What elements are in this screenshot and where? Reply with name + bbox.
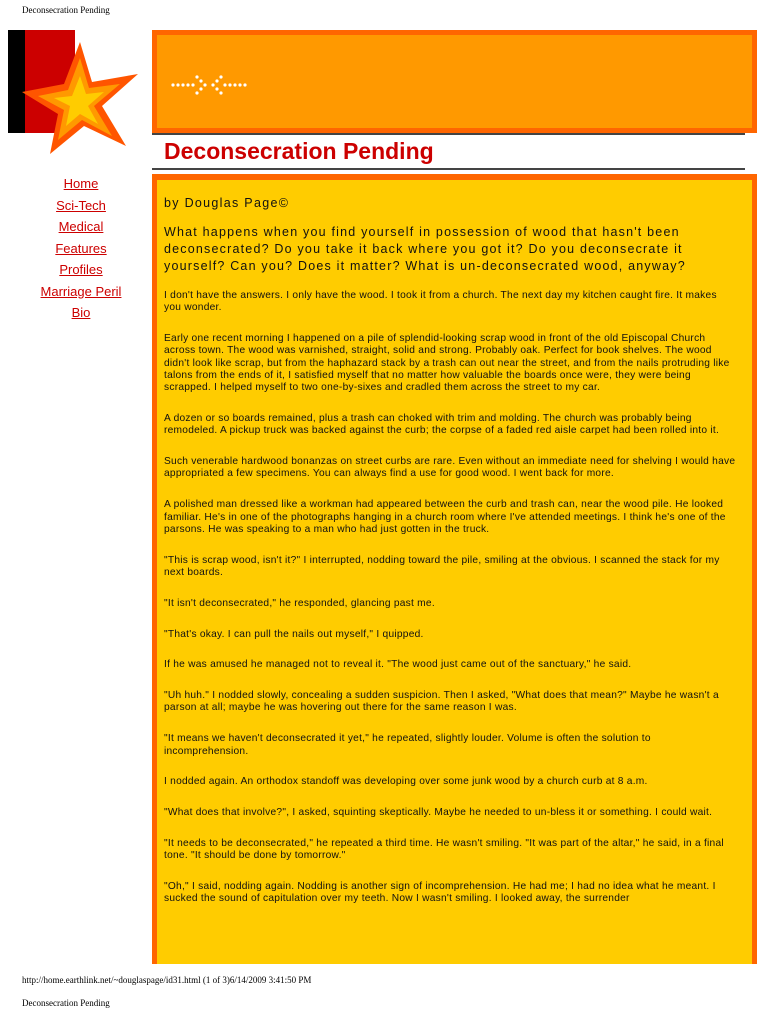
site-nav <box>40 176 122 327</box>
banner-divider <box>152 133 745 135</box>
nav-link-features[interactable]: Features <box>55 240 107 256</box>
nav-link-medical[interactable]: Medical <box>58 219 104 234</box>
print-header-next-page: Deconsecration Pending <box>22 998 110 1008</box>
article-paragraph: A polished man dressed like a workman had appeared between the curb and trash can, near the wood pile. He looked familiar. He's in one of the photographs hanging in a church room where I've attended meetings. I think he's one of the parsons. He was speaking to a man who had just gotten in the truck. <box>164 499 726 535</box>
title-divider <box>152 168 745 170</box>
article-paragraph: "Uh huh." I nodded slowly, concealing a sudden suspicion. Then I asked, "What does that mean?" Maybe he wasn't a parson at all; maybe he was hovering out there for the same reason I was. <box>164 690 719 714</box>
nav-link-bio[interactable]: Bio <box>71 305 91 320</box>
page-title: Deconsecration Pending <box>164 138 434 164</box>
article-panel <box>157 180 752 964</box>
site-logo <box>8 30 158 170</box>
nav-link-home[interactable]: Home <box>63 176 99 191</box>
article-paragraph: A dozen or so boards remained, plus a trash can choked with trim and molding. The church was probably being remodeled. A pickup truck was backed against the curb; the corpse of a faded red aisle carpet had been rolled into it. <box>164 413 720 437</box>
article-paragraph: Such venerable hardwood bonanzas on street curbs are rare. Even without an immediate need for shelving I would have appropriated a few specimens. You can always find a use for good wood. I went back for more. <box>164 456 736 480</box>
article-paragraph: Early one recent morning I happened on a pile of splendid-looking scrap wood in front of the old Episcopal Church across town. The wood was varnished, straight, solid and strong. Probably oak. Perfect for book shelves. The wood didn't look like scrap, but from the haphazard stack by a trash can out near the street, and from the nails protruding like talons from the ends of it, I satisfied myself that no matter how valuable the boards once were, they were being scrapped. I helped myself to two one-by-sixes and cradled them across the street to my car. <box>164 333 730 394</box>
print-footer-url: http://home.earthlink.net/~douglaspage/id31.html (1 of 3)6/14/2009 3:41:50 PM <box>22 975 312 985</box>
article-paragraph: "It isn't deconsecrated," he responded, glancing past me. <box>164 597 435 609</box>
article-paragraph: If he was amused he managed not to reveal it. "The wood just came out of the sanctuary," he said. <box>164 659 632 671</box>
article-lead: What happens when you find yourself in possession of wood that hasn't been deconsecrated? Do you take it back where you got it? Do you deconsecrate it yourself? Can you? Does it matter? What is un-deconsecrated wood, anyway? <box>164 225 686 273</box>
article-frame <box>152 174 757 964</box>
article-paragraph: "That's okay. I can pull the nails out myself," I quipped. <box>164 628 424 640</box>
article-paragraph: "Oh," I said, nodding again. Nodding is another sign of incomprehension. He had me; I had no idea what he meant. I sucked the sound of capitulation over my teeth. Now I wasn't smiling. I looked away, the surrender <box>164 881 716 905</box>
nav-link-profiles[interactable]: Profiles <box>59 262 103 277</box>
article-paragraph: "What does that involve?", I asked, squinting skeptically. Maybe he needed to un-bless it or something. I could wait. <box>164 807 713 819</box>
article-paragraph: "It needs to be deconsecrated," he repeated a third time. He wasn't smiling. "It was part of the altar," he said, in a final tone. "It should be done by tomorrow." <box>164 837 724 862</box>
print-header: Deconsecration Pending <box>22 5 110 15</box>
article-paragraph: I don't have the answers. I only have the wood. I took it from a church. The next day my kitchen caught fire. It makes you wonder. <box>164 290 717 314</box>
article-body <box>157 180 752 906</box>
page-banner <box>152 30 757 133</box>
article-paragraph: I nodded again. An orthodox standoff was developing over some junk wood by a church curb at 8 a.m. <box>164 776 648 788</box>
article-paragraph: "This is scrap wood, isn't it?" I interrupted, nodding toward the pile, smiling at the obvious. I scanned the stack for my next boards. <box>164 554 720 578</box>
nav-link-sci-tech[interactable]: Sci-Tech <box>56 197 106 213</box>
dotted-arrows-icon <box>167 65 257 105</box>
nav-link-marriage-peril[interactable]: Marriage Peril <box>40 283 122 299</box>
article-byline: by Douglas Page© <box>164 196 290 210</box>
article-paragraph: "It means we haven't deconsecrated it yet," he repeated, slightly louder. Volume is often the solution to incomprehension. <box>164 733 651 757</box>
